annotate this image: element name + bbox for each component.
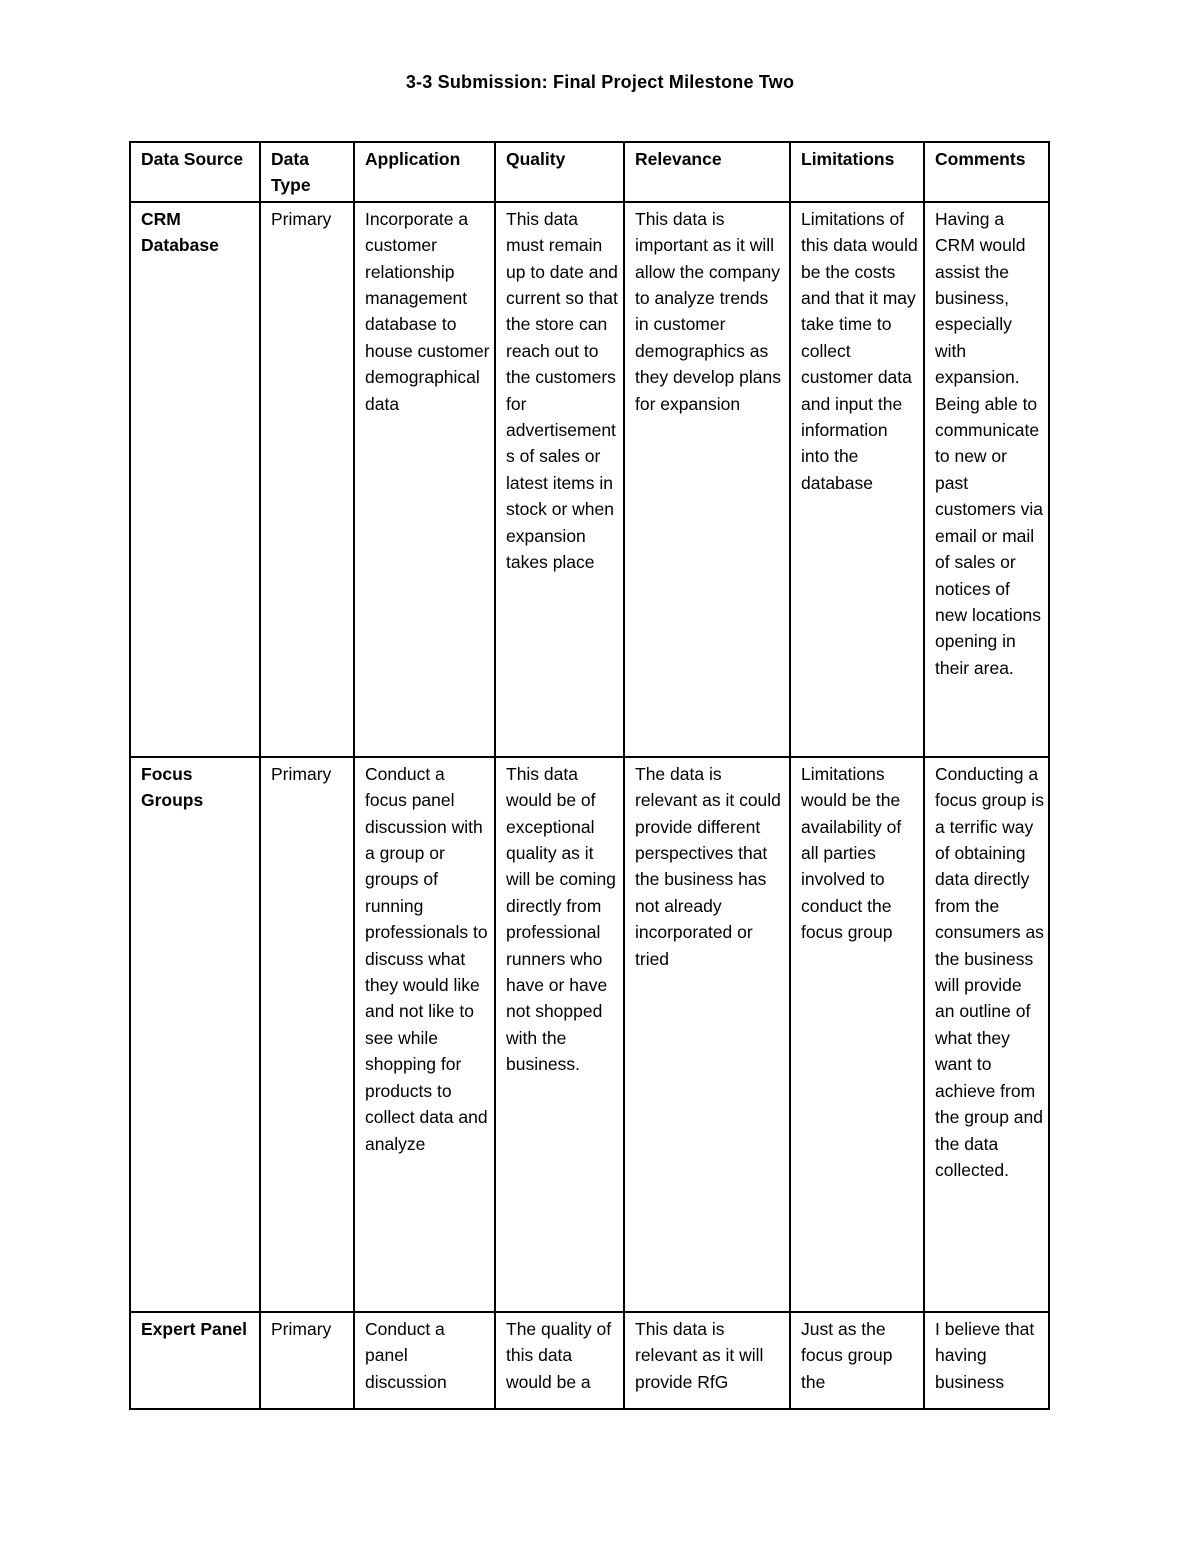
header-quality: Quality <box>495 142 624 202</box>
cell-comments: Conducting a focus group is a terrific way of obtaining data directly from the consumers as the business will provide an outline of what they want to achieve from the group and the data collected. <box>924 757 1049 1312</box>
cell-data-type: Primary <box>260 757 354 1312</box>
header-data-source: Data Source <box>130 142 260 202</box>
table-header-row <box>130 142 1049 202</box>
header-comments: Comments <box>924 142 1049 202</box>
cell-quality: This data would be of exceptional quality as it will be coming directly from professional runners who have or have not shopped with the business. <box>495 757 624 1312</box>
cell-data-type: Primary <box>260 202 354 757</box>
cell-comments: Having a CRM would assist the business, especially with expansion. Being able to communicate to new or past customers via email or mail of sales or notices of new locations opening in their area. <box>924 202 1049 757</box>
table-row <box>130 757 1049 1312</box>
table-row <box>130 1312 1049 1409</box>
cell-comments: I believe that having business <box>924 1312 1049 1409</box>
cell-quality: This data must remain up to date and current so that the store can reach out to the customers for advertisements of sales or latest items in stock or when expansion takes place <box>495 202 624 757</box>
header-application: Application <box>354 142 495 202</box>
data-source-table <box>129 141 1050 1410</box>
header-limitations: Limitations <box>790 142 924 202</box>
cell-data-source: CRM Database <box>130 202 260 757</box>
cell-limitations: Just as the focus group the <box>790 1312 924 1409</box>
header-data-type: Data Type <box>260 142 354 202</box>
header-relevance: Relevance <box>624 142 790 202</box>
table-row <box>130 202 1049 757</box>
cell-limitations: Limitations of this data would be the costs and that it may take time to collect customer data and input the information into the database <box>790 202 924 757</box>
cell-quality: The quality of this data would be a <box>495 1312 624 1409</box>
cell-limitations: Limitations would be the availability of all parties involved to conduct the focus group <box>790 757 924 1312</box>
cell-data-type: Primary <box>260 1312 354 1409</box>
page-title: 3-3 Submission: Final Project Milestone Two <box>405 72 795 92</box>
cell-relevance: The data is relevant as it could provide different perspectives that the business has not already incorporated or tried <box>624 757 790 1312</box>
cell-data-source: Focus Groups <box>130 757 260 1312</box>
cell-application: Incorporate a customer relationship management database to house customer demographical data <box>354 202 495 757</box>
cell-application: Conduct a focus panel discussion with a group or groups of running professionals to discuss what they would like and not like to see while shopping for products to collect data and analyze <box>354 757 495 1312</box>
cell-data-source: Expert Panel <box>130 1312 260 1409</box>
cell-relevance: This data is important as it will allow the company to analyze trends in customer demographics as they develop plans for expansion <box>624 202 790 757</box>
cell-relevance: This data is relevant as it will provide RfG <box>624 1312 790 1409</box>
cell-application: Conduct a panel discussion <box>354 1312 495 1409</box>
